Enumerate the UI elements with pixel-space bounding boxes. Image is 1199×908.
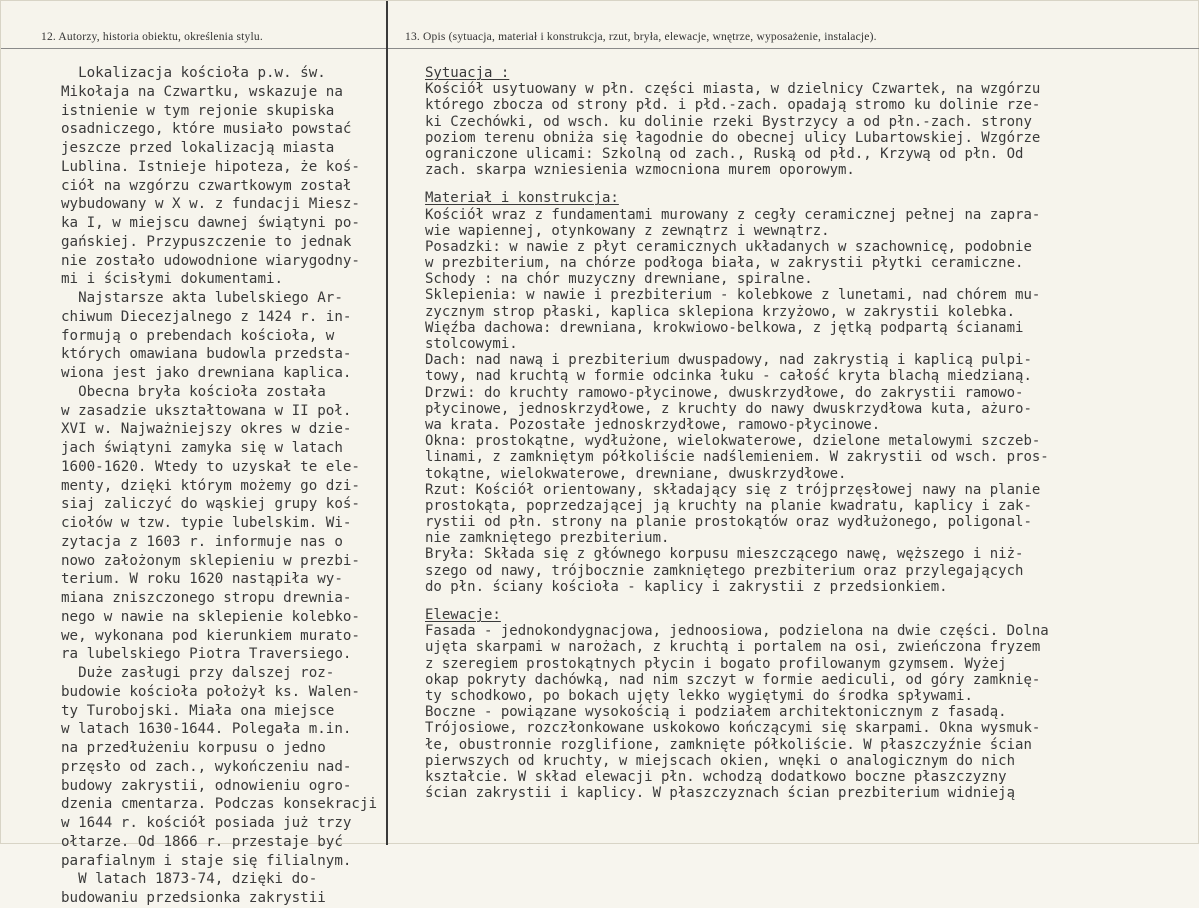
description-line: Więźba dachowa: drewniana, krokwiowo-belkowa, z jętką podpartą ścianami — [425, 319, 1024, 336]
description-line: ujęta skarpami w narożach, z kruchtą i portalem na osi, zwieńczona fryzem — [425, 639, 1041, 656]
history-line: Mikołaja na Czwartku, wskazuje na — [61, 83, 343, 100]
history-line: parafialnym i staje się filialnym. — [61, 852, 352, 869]
section-heading — [425, 65, 1185, 81]
right-column-header: 13. Opis (sytuacja, materiał i konstrukcja, rzut, bryła, elewacje, wnętrze, wyposażenie, instalacje). — [405, 31, 877, 43]
history-line: jach świątyni zamyka się w latach — [61, 440, 343, 456]
description-line: linami, z zamkniętym półkoliście nadślemieniem. W zakrystii od wsch. pros- — [425, 449, 1049, 466]
history-line: mi i ścisłymi dokumentami. — [61, 271, 284, 288]
description-line: prostokąta, poprzedzającej ją kruchty na planie kwadratu, kaplicy i zak- — [425, 497, 1032, 514]
description-line: z szeregiem prostokątnych płycin i bogato profilowanym gzymsem. Wyżej — [425, 655, 1007, 672]
history-line: formują o prebendach kościoła, w — [61, 327, 335, 344]
description-line: zach. skarpa wzniesienia wzmocniona murem oporowym. — [425, 162, 855, 179]
section-gap — [425, 178, 1185, 190]
history-line: przęsło od zach., wykończeniu nad- — [61, 758, 352, 775]
history-line: ciół na wzgórzu czwartkowym został — [61, 177, 352, 194]
description-line: zycznym strop płaski, kaplica sklepiona krzyżowo, w zakrystii kolebka. — [425, 303, 1016, 320]
history-line: wybudowany w X w. z fundacji Miesz- — [61, 196, 360, 213]
history-line: ka I, w miejscu dawnej świątyni po- — [61, 215, 360, 231]
history-line: na przedłużeniu korpusu o jedno — [61, 740, 326, 756]
history-line: jeszcze przed lokalizacją miasta — [61, 140, 335, 156]
description-text — [425, 65, 1185, 801]
description-line: ograniczone ulicami: Szkolną od zach., Ruską od płd., Krzywą od płn. Od — [425, 145, 1024, 162]
description-line: łe, obustronnie rozglifione, zamknięte półkoliście. W płaszczyźnie ścian — [425, 736, 1032, 753]
description-line: Drzwi: do kruchty ramowo-płycinowe, dwuskrzydłowe, do zakrystii ramowo- — [425, 384, 1024, 401]
description-line: stolcowymi. — [425, 336, 518, 352]
description-line: Schody : na chór muzyczny drewniane, spiralne. — [425, 271, 813, 288]
description-line: Fasada - jednokondygnacjowa, jednoosiowa, podzielona na dwie części. Dolna — [425, 623, 1049, 640]
history-line: w 1644 r. kościół posiada już trzy — [61, 815, 352, 831]
history-line: w zasadzie ukształtowana w II poł. — [61, 402, 352, 419]
history-line: nego w nawie na sklepienie kolebko- — [61, 608, 360, 625]
description-line: rystii od płn. strony na planie prostokątów oraz wydłużonego, poligonal- — [425, 514, 1032, 531]
description-line: ty schodkowo, po bokach ujęty lekko wygiętymi do środka spływami. — [425, 687, 973, 704]
history-line: budowaniu przedsionka zakrystii — [61, 890, 326, 906]
description-line: wie wapiennej, otynkowany z zewnątrz i wewnątrz. — [425, 222, 830, 239]
description-line: Rzut: Kościół orientowany, składający się z trójprzęsłowej nawy na planie — [425, 481, 1041, 498]
history-line: we, wykonana pod kierunkiem murato- — [61, 627, 360, 644]
history-line: których omawiana budowla przedsta- — [61, 346, 352, 363]
history-text — [61, 64, 381, 908]
history-line: 1600-1620. Wtedy to uzyskał te ele- — [61, 458, 360, 475]
history-line: Obecna bryła kościoła została — [61, 383, 326, 400]
history-line: ołtarze. Od 1866 r. przestaje być — [61, 833, 343, 850]
description-line: towy, nad kruchtą w formie odcinka łuku - całość kryta blachą miedzianą. — [425, 368, 1032, 385]
description-line: Posadzki: w nawie z płyt ceramicznych układanych w szachownicę, podobnie — [425, 238, 1032, 255]
history-line: Lokalizacja kościoła p.w. św. — [61, 65, 326, 81]
description-line: szego od nawy, trójbocznie zamkniętego prezbiterium oraz przylegających — [425, 562, 1024, 579]
history-line: zytacja z 1603 r. informuje nas o — [61, 533, 343, 550]
description-line: w prezbiterium, na chórze podłoga biała, w zakrystii płytki ceramiczne. — [425, 255, 1024, 272]
section-heading — [425, 607, 1185, 623]
description-line: płycinowe, jednoskrzydłowe, z kruchty do nawy dwuskrzydłowa kuta, ażuro- — [425, 400, 1032, 417]
history-line: chiwum Diecezjalnego z 1424 r. in- — [61, 308, 352, 325]
section-heading-text: Elewacje: — [425, 607, 501, 623]
history-line: ra lubelskiego Piotra Traversiego. — [61, 646, 352, 663]
section-heading — [425, 190, 1185, 206]
description-line: pierwszych od kruchty, w miejscach okien, wnęki o analogicznym do nich — [425, 752, 1016, 769]
description-line: do płn. ściany kościoła - kaplicy i zakrystii z przedsionkiem. — [425, 578, 948, 595]
description-line: nie zamkniętego prezbiterium. — [425, 530, 670, 547]
description-line: Bryła: Składa się z głównego korpusu mieszczącego nawę, węższego i niż- — [425, 546, 1024, 563]
history-line: Najstarsze akta lubelskiego Ar- — [61, 290, 343, 306]
history-line: Duże zasługi przy dalszej roz- — [61, 665, 335, 681]
description-line: wa krata. Pozostałe jednoskrzydłowe, ramowo-płycinowe. — [425, 416, 881, 433]
column-divider — [386, 1, 388, 845]
history-line: osadniczego, które musiało powstać — [61, 121, 352, 138]
history-line: nowo założonym sklepieniu w prezbi- — [61, 552, 360, 569]
description-line: poziom terenu obniża się łagodnie do obecnej ulicy Lubartowskiej. Wzgórze — [425, 129, 1041, 146]
history-line: Lublina. Istnieje hipoteza, że koś- — [61, 158, 360, 175]
history-line: gańskiej. Przypuszczenie to jednak — [61, 233, 352, 250]
section-gap — [425, 595, 1185, 607]
left-column-header: 12. Autorzy, historia obiektu, określenia stylu. — [41, 31, 263, 43]
history-line: dzenia cmentarza. Podczas konsekracji — [61, 796, 378, 813]
section-heading-text: Sytuacja : — [425, 65, 510, 81]
history-line: siaj zaliczyć do wąskiej grupy koś- — [61, 496, 360, 513]
description-line: Okna: prostokątne, wydłużone, wielokwaterowe, dzielone metalowymi szczeb- — [425, 433, 1041, 450]
description-line: Dach: nad nawą i prezbiterium dwuspadowy, nad zakrystią i kaplicą pulpi- — [425, 352, 1032, 369]
description-line: Boczne - powiązane wysokością i podziałem architektonicznym z fasadą. — [425, 704, 1007, 721]
history-line: menty, dzięki którym możemy go dzi- — [61, 477, 360, 494]
description-line: ścian zakrystii i kaplicy. W płaszczyznach ścian prezbiterium widnieją — [425, 785, 1016, 802]
section-heading-text: Materiał i konstrukcja: — [425, 190, 619, 207]
description-line: okap pokryty dachówką, nad nim szczyt w formie aediculi, od góry zamknię- — [425, 671, 1041, 688]
history-line: wiona jest jako drewniana kaplica. — [61, 365, 352, 381]
description-line: ki Czechówki, od wsch. ku dolinie rzeki Bystrzycy a od płn.-zach. strony — [425, 113, 1032, 130]
history-line: ciołów w tzw. typie lubelskim. Wi- — [61, 515, 352, 531]
description-line: Kościół usytuowany w płn. części miasta, w dzielnicy Czwartek, na wzgórzu — [425, 81, 1041, 98]
history-line: W latach 1873-74, dzięki do- — [61, 871, 318, 888]
description-line: którego zbocza od strony płd. i płd.-zach. opadają stromo ku dolinie rze- — [425, 97, 1041, 114]
history-line: budowy zakrystii, odnowieniu ogro- — [61, 777, 352, 794]
description-line: Kościół wraz z fundamentami murowany z cegły ceramicznej pełnej na zapra- — [425, 206, 1041, 223]
history-line: XVI w. Najważniejszy okres w dzie- — [61, 421, 352, 438]
description-line: tokątne, wielokwaterowe, drewniane, dwuskrzydłowe. — [425, 465, 847, 482]
history-line: w latach 1630-1644. Polegała m.in. — [61, 721, 352, 738]
description-line: Trójosiowe, rozczłonkowane uskokowo kończącymi się skarpami. Okna wysmuk- — [425, 720, 1041, 737]
history-line: ty Turobojski. Miała ona miejsce — [61, 702, 335, 719]
history-line: nie zostało udowodnione wiarygodny- — [61, 252, 360, 269]
header-rule-right — [388, 48, 1199, 49]
history-line: terium. W roku 1620 nastąpiła wy- — [61, 571, 343, 588]
history-line: budowie kościoła położył ks. Walen- — [61, 683, 360, 700]
history-line: miana zniszczonego stropu drewnia- — [61, 590, 352, 606]
description-line: Sklepienia: w nawie i prezbiterium - kolebkowe z lunetami, nad chórem mu- — [425, 287, 1041, 304]
description-line: kształcie. W skład elewacji płn. wchodzą dodatkowo boczne płaszczyzny — [425, 768, 1007, 785]
history-line: istnienie w tym rejonie skupiska — [61, 102, 335, 119]
header-rule-left — [1, 48, 386, 49]
